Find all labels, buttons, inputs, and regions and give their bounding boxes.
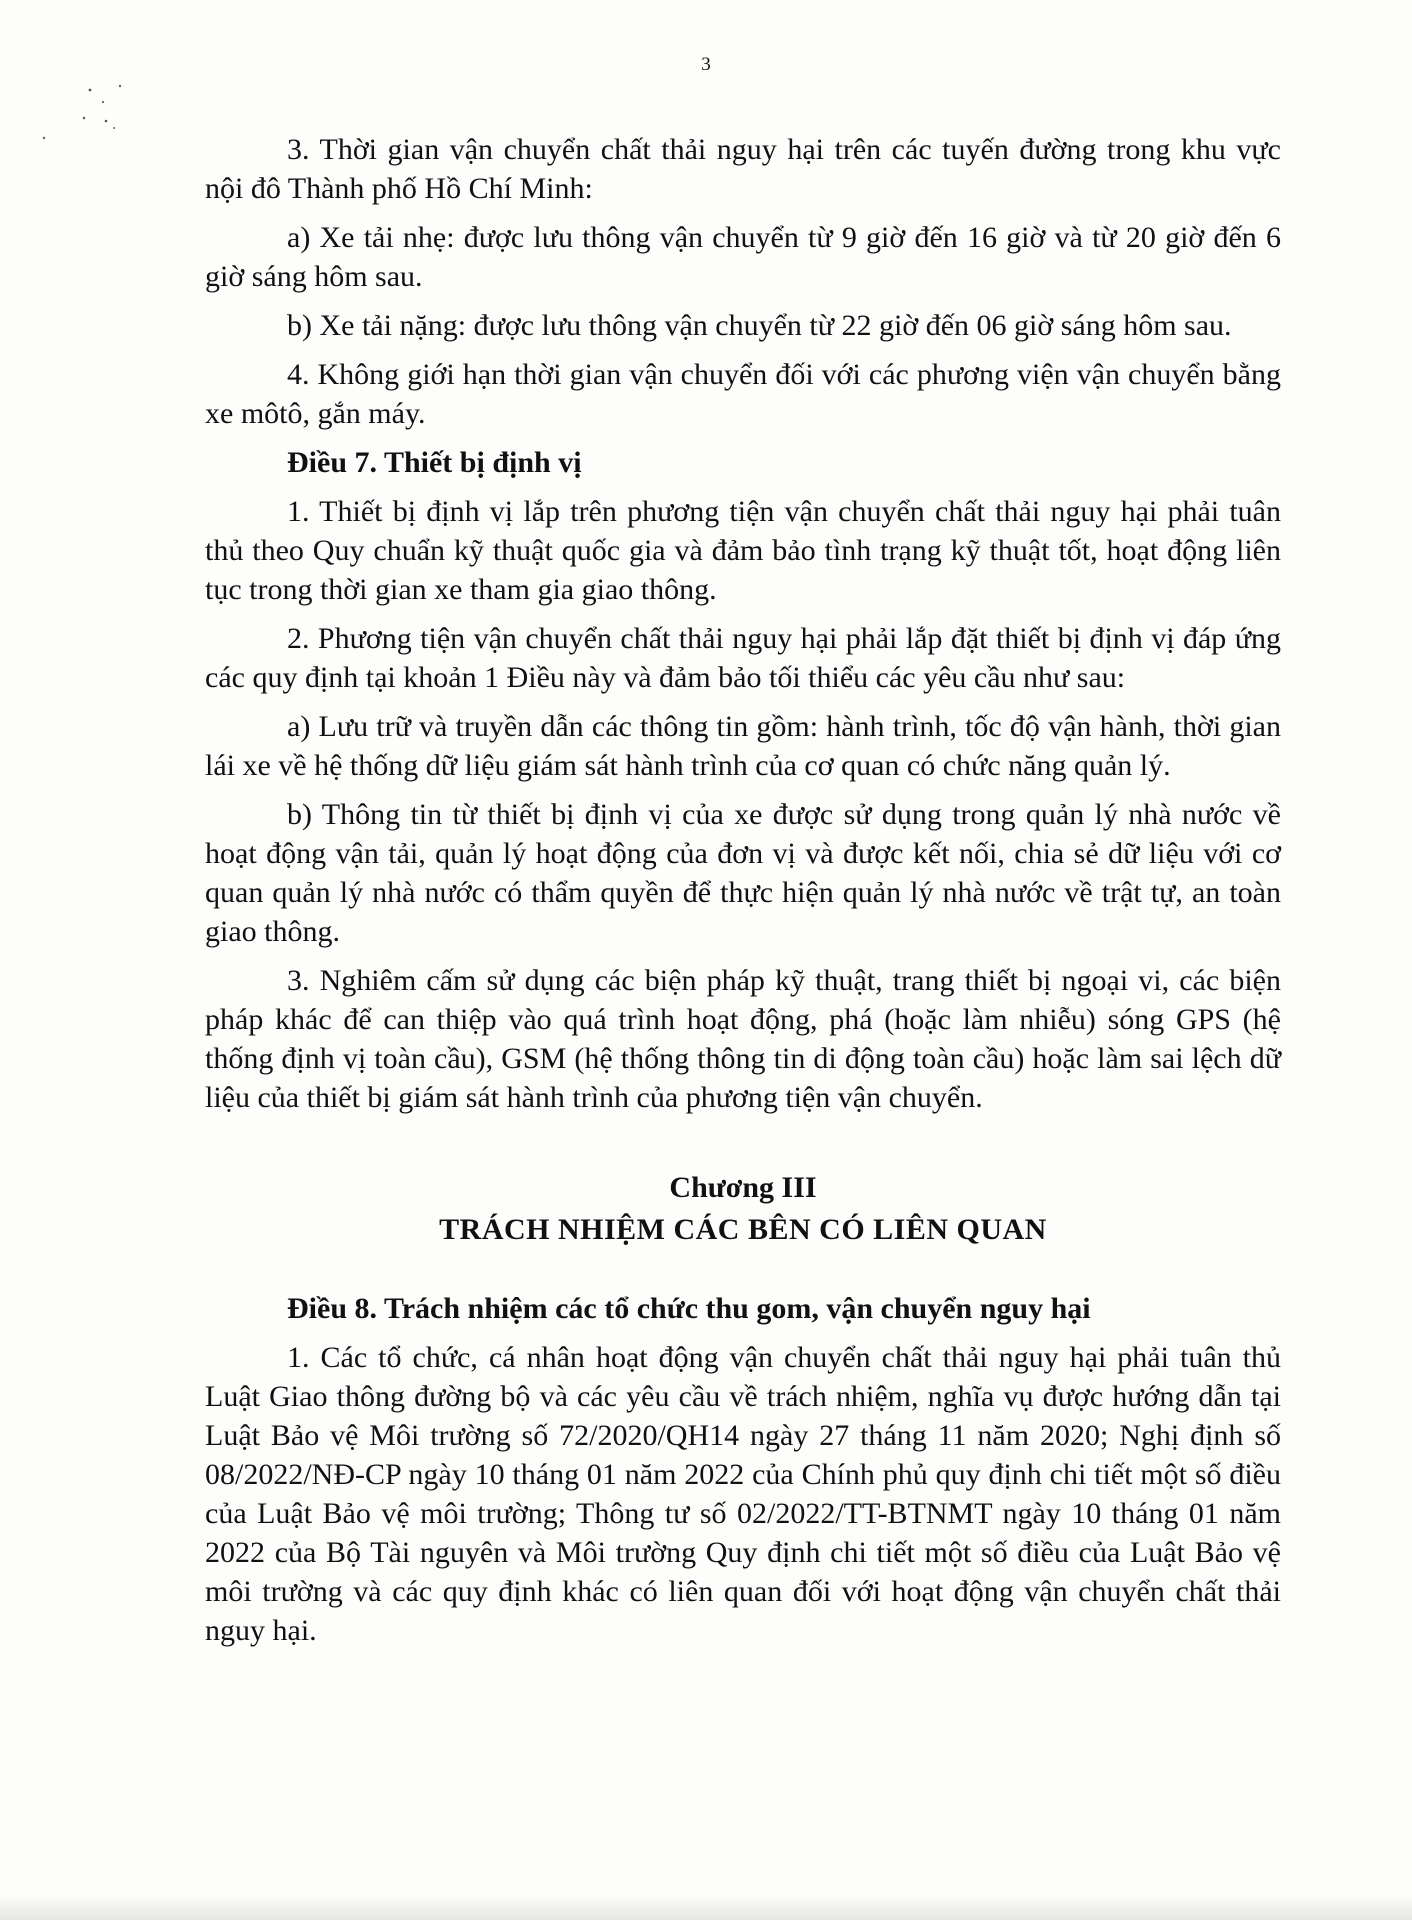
paragraph: 2. Phương tiện vận chuyển chất thải nguy hại phải lắp đặt thiết bị định vị đáp ứng các quy định tại khoản 1 Điều này và đảm bảo tối thiểu các yêu cầu như sau: xyxy=(205,622,1281,694)
paragraph: 4. Không giới hạn thời gian vận chuyển đối với các phương viện vận chuyển bằng xe môtô, gắn máy. xyxy=(205,358,1281,430)
paragraph: b) Xe tải nặng: được lưu thông vận chuyển từ 22 giờ đến 06 giờ sáng hôm sau. xyxy=(287,309,1232,342)
paragraph: a) Lưu trữ và truyền dẫn các thông tin gồm: hành trình, tốc độ vận hành, thời gian lái xe về hệ thống dữ liệu giám sát hành trình của cơ quan có chức năng quản lý. xyxy=(205,710,1281,782)
document-body xyxy=(205,130,1281,1660)
article-heading: Điều 7. Thiết bị định vị xyxy=(287,446,582,479)
scan-edge xyxy=(0,1894,1412,1920)
chapter-header xyxy=(205,1169,1281,1253)
scan-specks xyxy=(40,80,150,160)
paragraph: 3. Thời gian vận chuyển chất thải nguy hại trên các tuyến đường trong khu vực nội đô Thành phố Hồ Chí Minh: xyxy=(205,133,1281,205)
paragraph: 1. Thiết bị định vị lắp trên phương tiện vận chuyển chất thải nguy hại phải tuân thủ theo Quy chuẩn kỹ thuật quốc gia và đảm bảo tình trạng kỹ thuật tốt, hoạt động liên tục trong thời gian xe tham gia giao thông. xyxy=(205,495,1281,606)
paragraph: 1. Các tổ chức, cá nhân hoạt động vận chuyển chất thải nguy hại phải tuân thủ Luật Giao thông đường bộ và các yêu cầu về trách nhiệm, nghĩa vụ được hướng dẫn tại Luật Bảo vệ Môi trường số 72/2020/QH14 ngày 27 tháng 11 năm 2020; Nghị định số 08/2022/NĐ-CP ngày 10 tháng 01 năm 2022 của Chính phủ quy định chi tiết một số điều của Luật Bảo vệ môi trường; Thông tư số 02/2022/TT-BTNMT ngày 10 tháng 01 năm 2022 của Bộ Tài nguyên và Môi trường Quy định chi tiết một số điều của Luật Bảo vệ môi trường và các quy định khác có liên quan đối với hoạt động vận chuyển chất thải nguy hại. xyxy=(205,1341,1281,1647)
chapter-title: Chương III xyxy=(669,1171,817,1204)
paragraph: a) Xe tải nhẹ: được lưu thông vận chuyển từ 9 giờ đến 16 giờ và từ 20 giờ đến 6 giờ sáng hôm sau. xyxy=(205,221,1281,293)
paragraph: b) Thông tin từ thiết bị định vị của xe được sử dụng trong quản lý nhà nước về hoạt động vận tải, quản lý hoạt động của đơn vị và được kết nối, chia sẻ dữ liệu với cơ quan quản lý nhà nước có thẩm quyền để thực hiện quản lý nhà nước về trật tự, an toàn giao thông. xyxy=(205,798,1281,948)
paragraph: 3. Nghiêm cấm sử dụng các biện pháp kỹ thuật, trang thiết bị ngoại vi, các biện pháp khác để can thiệp vào quá trình hoạt động, phá (hoặc làm nhiễu) sóng GPS (hệ thống định vị toàn cầu), GSM (hệ thống thông tin di động toàn cầu) hoặc làm sai lệch dữ liệu của thiết bị giám sát hành trình của phương tiện vận chuyển. xyxy=(205,964,1281,1114)
article-heading: Điều 8. Trách nhiệm các tổ chức thu gom, vận chuyển nguy hại xyxy=(287,1292,1091,1325)
chapter-subtitle: TRÁCH NHIỆM CÁC BÊN CÓ LIÊN QUAN xyxy=(439,1213,1047,1246)
page-number: 3 xyxy=(701,54,711,75)
